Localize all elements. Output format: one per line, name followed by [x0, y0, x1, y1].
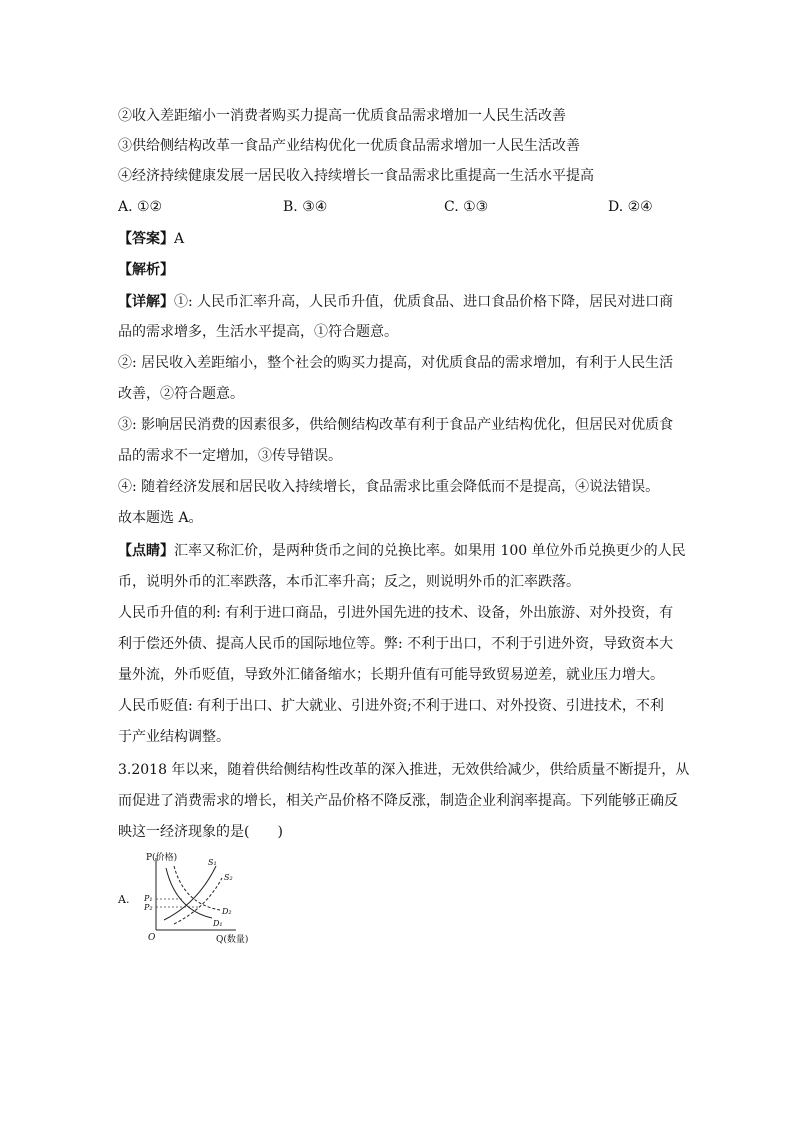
detail-line-4: 改善，②符合题意。 [118, 386, 244, 402]
comment-line-2: 币，说明外币的汇率跌落，本币汇率升高；反之，则说明外币的汇率跌落。 [118, 574, 580, 590]
option-c: C. ①③ [444, 199, 489, 215]
d2-label: D₂ [222, 907, 232, 916]
question3-line-3: 映这一经济现象的是( ) [118, 824, 283, 840]
detail-text-1: ①: 人民币汇率升高，人民币升值，优质食品、进口食品价格下降，居民对进口商 [174, 294, 674, 310]
comment-line-4: 利于偿还外债、提高人民币的国际地位等。弊: 不利于出口，不利于引进外资，导致资本大 [118, 636, 674, 652]
statement-3: ③供给侧结构改革一食品产业结构优化一优质食品需求增加一人民生活改善 [118, 138, 580, 154]
statement-4: ④经济持续健康发展一居民收入持续增长一食品需求比重提高一生活水平提高 [118, 168, 594, 184]
option-d: D. ②④ [608, 199, 653, 215]
detail-line-3: ②: 居民收入差距缩小，整个社会的购买力提高，对优质食品的需求增加，有利于人民生活 [118, 355, 674, 371]
answer-line [118, 229, 184, 249]
question3-line-1: 3.2018 年以来，随着供给侧结构性改革的深入推进，无效供给减少，供给质量不断提升，从 [118, 762, 690, 778]
d1-label: D₁ [213, 919, 223, 928]
s2-label: S₂ [224, 873, 233, 882]
detail-line-2: 品的需求增多，生活水平提高，①符合题意。 [118, 324, 398, 340]
option-a: A. ①② [118, 199, 163, 215]
detail-line-1 [118, 292, 673, 312]
answer-tag: 【答案】 [118, 231, 174, 247]
comment-tag: 【点睛】 [118, 543, 174, 559]
detail-tag: 【详解】 [118, 294, 174, 310]
supply-curve-s1 [164, 866, 216, 920]
x-axis-label: Q(数量) [216, 935, 249, 945]
comment-line-7: 于产业结构调整。 [118, 729, 230, 745]
comment-text-1: 汇率又称汇价，是两种货币之间的兑换比率。如果用 100 单位外币兑换更少的人民 [174, 543, 686, 559]
y-axis-label: P(价格) [146, 853, 178, 863]
statement-2: ②收入差距缩小一消费者购买力提高一优质食品需求增加一人民生活改善 [118, 108, 566, 124]
question3-line-2: 而促进了消费需求的增长，相关产品价格不降反涨，制造企业利润率提高。下列能够正确反 [118, 793, 678, 809]
detail-line-5: ③: 影响居民消费的因素很多，供给侧结构改革有利于食品产业结构优化，但居民对优质食 [118, 417, 674, 433]
analysis-tag: 【解析】 [118, 262, 174, 278]
demand-curve-d1 [166, 868, 212, 918]
detail-line-8: 故本题选 A。 [118, 510, 203, 526]
detail-line-7: ④: 随着经济发展和居民收入持续增长，食品需求比重会降低而不是提高，④说法错误。 [118, 479, 660, 495]
answer-value: A [174, 231, 185, 247]
comment-line-5: 量外流，外币贬值，导致外汇储备缩水；长期升值有可能导致贸易逆差，就业压力增大。 [118, 667, 664, 683]
graph-option-label: A. [118, 893, 130, 906]
comment-line-3: 人民币升值的利: 有利于进口商品，引进外国先进的技术、设备，外出旅游、对外投资，有 [118, 605, 674, 621]
supply-demand-graph [118, 848, 278, 948]
option-b: B. ③④ [283, 199, 328, 215]
p2-label: P₂ [144, 903, 153, 912]
origin-label: O [148, 933, 156, 943]
comment-line-6: 人民币贬值: 有利于出口、扩大就业、引进外资;不利于进口、对外投资、引进技术，不利 [118, 698, 664, 714]
s1-label: S₁ [208, 858, 217, 867]
p1-label: P₁ [144, 894, 153, 903]
detail-line-6: 品的需求不一定增加，③传导错误。 [118, 448, 342, 464]
comment-line-1 [118, 541, 686, 561]
